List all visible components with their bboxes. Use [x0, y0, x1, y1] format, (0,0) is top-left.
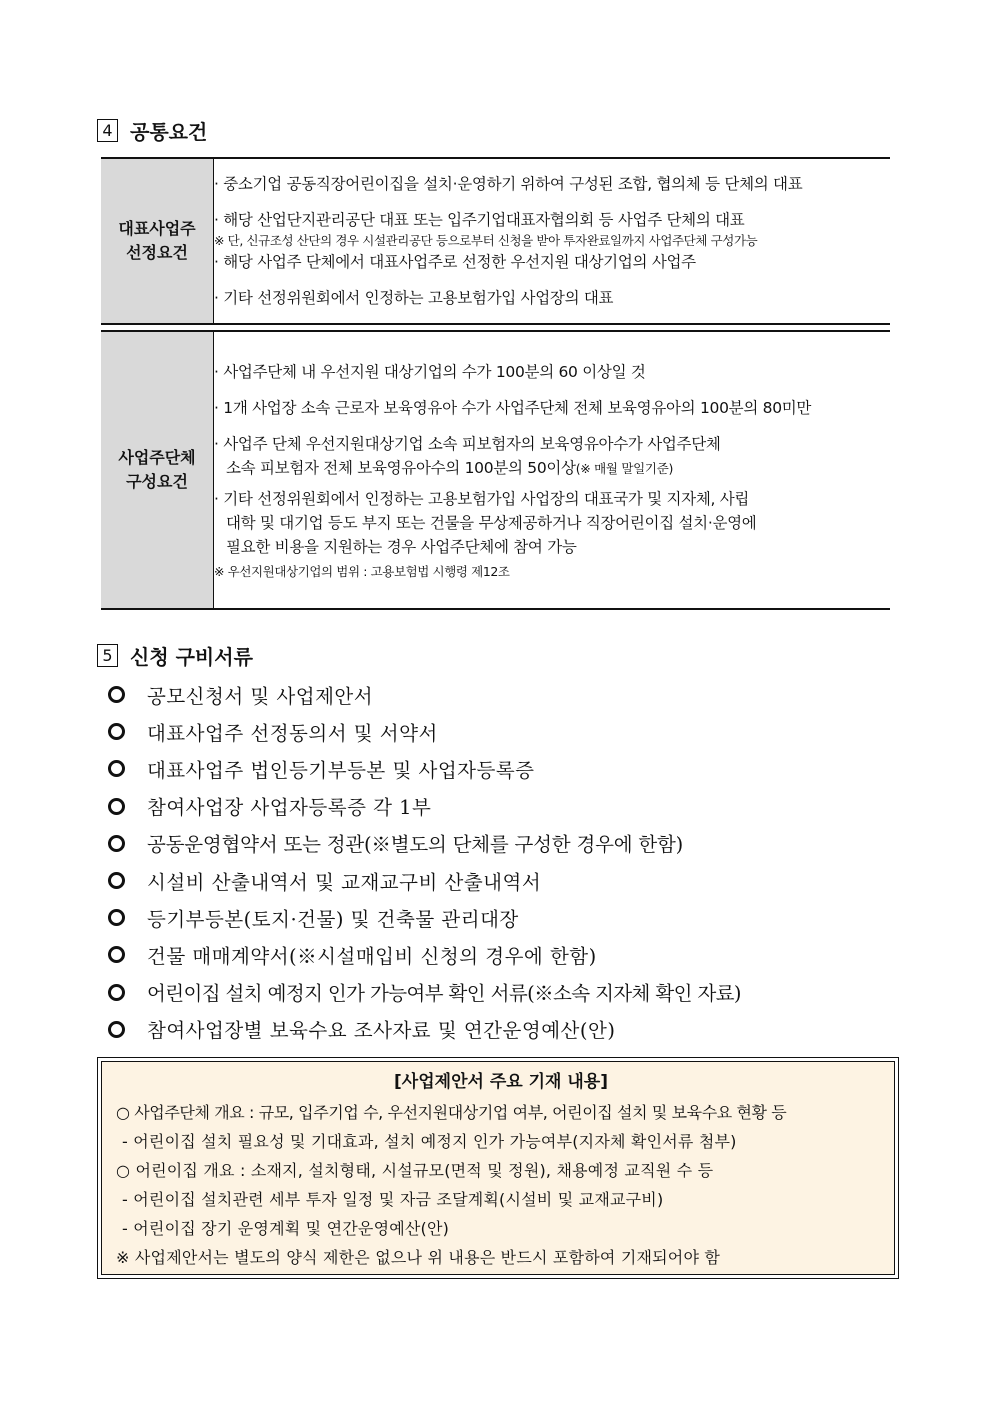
- document-item: 대표사업주 법인등기부등본 및 사업자등록증: [108, 750, 741, 787]
- requirement-item: · 해당 산업단지관리공단 대표 또는 입주기업대표자협의회 등 사업주 단체의 대표: [214, 211, 745, 229]
- requirement-note: ※ 단, 신규조성 산단의 경우 시설관리공단 등으로부터 신청을 받아 투자완료일까지 사업주단체 구성가능: [214, 233, 758, 248]
- requirement-item: · 해당 사업주 단체에서 대표사업주로 선정한 우선지원 대상기업의 사업주: [214, 253, 696, 271]
- requirement-item: · 기타 선정위원회에서 인정하는 고용보험가입 사업장의 대표: [214, 289, 614, 307]
- label-line-1: 사업주단체: [118, 448, 196, 467]
- proposal-line: ※ 사업제안서는 별도의 양식 제한은 없으나 위 내용은 반드시 포함하여 기재되어야 함: [116, 1248, 721, 1267]
- circle-bullet-icon: [108, 1021, 125, 1038]
- requirement-item-continued: 대학 및 대기업 등도 부지 또는 건물을 무상제공하거나 직장어린이집 설치·운영에: [226, 513, 757, 532]
- label-line-2: 선정요건: [126, 243, 188, 262]
- representative-content: [214, 158, 891, 324]
- section-4-number: 4: [97, 119, 118, 142]
- document-item: 참여사업장 사업자등록증 각 1부: [108, 788, 741, 825]
- circle-bullet-icon: [108, 984, 125, 1001]
- requirement-item-continued: 소속 피보험자 전체 보육영유아수의 100분의 50이상(※ 매월 말일기준): [226, 458, 674, 477]
- circle-bullet-icon: [108, 760, 125, 777]
- circle-bullet-icon: [108, 723, 125, 740]
- circle-bullet-icon: [108, 909, 125, 926]
- group-content: [214, 331, 891, 609]
- section-5-number: 5: [97, 644, 118, 667]
- proposal-contents-box: [97, 1057, 899, 1279]
- label-line-2: 구성요건: [126, 472, 188, 491]
- document-item: 공모신청서 및 사업제안서: [108, 676, 741, 713]
- proposal-line: ○ 사업주단체 개요 : 규모, 입주기업 수, 우선지원대상기업 여부, 어린이집 설치 및 보육수요 현황 등: [116, 1103, 787, 1122]
- proposal-box-title: [사업제안서 주요 기재 내용]: [394, 1072, 608, 1092]
- document-item: 어린이집 설치 예정지 인가 가능여부 확인 서류(※소속 지자체 확인 자료): [108, 974, 741, 1011]
- circle-bullet-icon: [108, 872, 125, 889]
- requirement-note-inline: (※ 매월 말일기준): [575, 460, 674, 476]
- requirement-note: ※ 우선지원대상기업의 범위 : 고용보험법 시행령 제12조: [214, 563, 510, 579]
- group-requirements-table: [101, 330, 890, 610]
- proposal-line: - 어린이집 설치관련 세부 투자 일정 및 자금 조달계획(시설비 및 교재교구비): [122, 1190, 664, 1209]
- proposal-line: - 어린이집 장기 운영계획 및 연간운영예산(안): [122, 1219, 450, 1238]
- document-item: 공동운영협약서 또는 정관(※별도의 단체를 구성한 경우에 한함): [108, 825, 741, 862]
- document-item: 참여사업장별 보육수요 조사자료 및 연간운영예산(안): [108, 1011, 741, 1048]
- document-item: 등기부등본(토지·건물) 및 건축물 관리대장: [108, 899, 741, 936]
- document-item: 대표사업주 선정동의서 및 서약서: [108, 713, 741, 750]
- proposal-line: ○ 어린이집 개요 : 소재지, 설치형태, 시설규모(면적 및 정원), 채용예정 교직원 수 등: [116, 1161, 714, 1180]
- section-5-heading: [97, 641, 253, 670]
- requirement-item: · 사업주단체 내 우선지원 대상기업의 수가 100분의 60 이상일 것: [214, 362, 646, 381]
- document-item: 건물 매매계약서(※시설매입비 신청의 경우에 한함): [108, 936, 741, 973]
- group-label: [101, 331, 214, 609]
- representative-label: [101, 158, 214, 324]
- section-5-title: 신청 구비서류: [130, 645, 253, 669]
- circle-bullet-icon: [108, 946, 125, 963]
- requirement-item-continued: 필요한 비용을 지원하는 경우 사업주단체에 참여 가능: [226, 537, 577, 556]
- required-documents-list: [108, 676, 741, 1048]
- document-item: 시설비 산출내역서 및 교재교구비 산출내역서: [108, 862, 741, 899]
- proposal-line: - 어린이집 설치 필요성 및 기대효과, 설치 예정지 인가 가능여부(지자체 확인서류 첨부): [122, 1132, 737, 1151]
- representative-requirements-table: [101, 157, 890, 325]
- requirement-item: · 사업주 단체 우선지원대상기업 소속 피보험자의 보육영유아수가 사업주단체: [214, 434, 721, 453]
- circle-bullet-icon: [108, 835, 125, 852]
- circle-bullet-icon: [108, 798, 125, 815]
- requirement-item: · 중소기업 공동직장어린이집을 설치·운영하기 위하여 구성된 조합, 협의체 등 단체의 대표: [214, 175, 803, 193]
- label-line-1: 대표사업주: [118, 219, 196, 238]
- requirement-item: · 1개 사업장 소속 근로자 보육영유아 수가 사업주단체 전체 보육영유아의 100분의 80미만: [214, 398, 812, 417]
- section-4-title: 공통요건: [130, 120, 208, 144]
- section-4-heading: [97, 116, 207, 145]
- requirement-item: · 기타 선정위원회에서 인정하는 고용보험가입 사업장의 대표국가 및 지자체, 사립: [214, 489, 750, 508]
- circle-bullet-icon: [108, 686, 125, 703]
